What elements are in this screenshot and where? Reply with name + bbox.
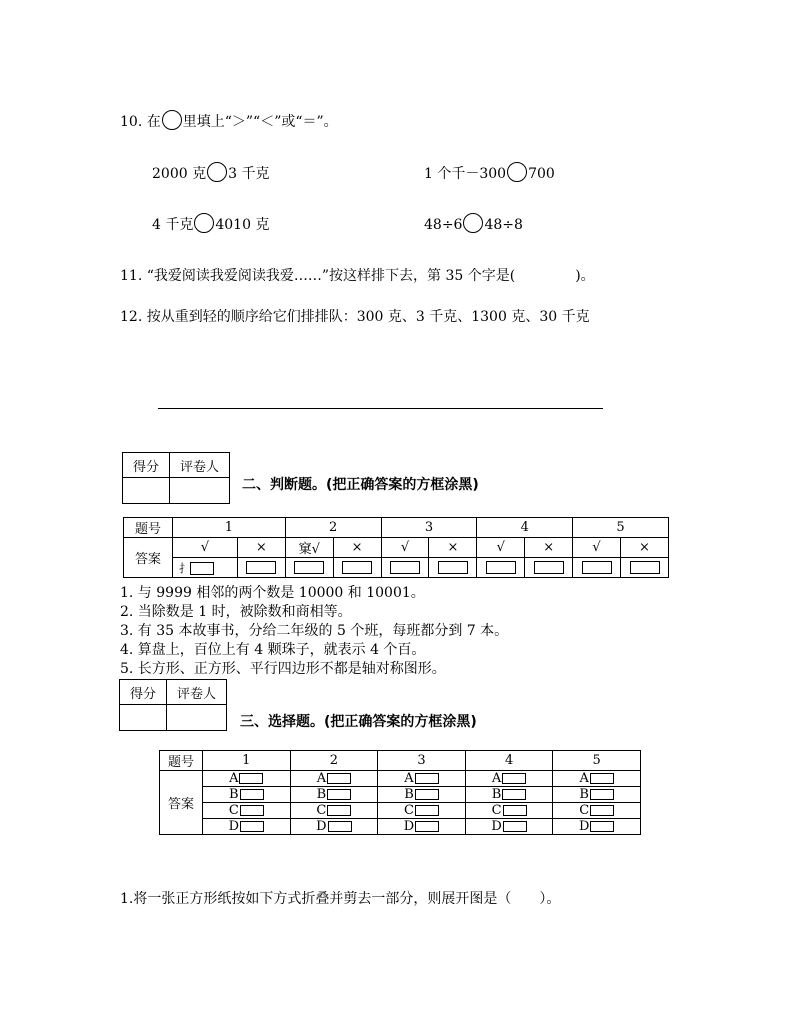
- q11-end: )。: [575, 268, 595, 284]
- q-fold-text: 1.将一张正方形纸按如下方式折叠并剪去一部分，则展开图是（: [120, 891, 512, 907]
- option-letter: B: [404, 787, 414, 802]
- option-d: [290, 819, 378, 835]
- option-d: [378, 819, 466, 835]
- mark-true: √: [173, 538, 238, 558]
- qnum-label: 题号: [160, 751, 203, 771]
- statement-1: 1. 与 9999 相邻的两个数是 10000 和 10001。: [120, 585, 425, 601]
- option-box[interactable]: [240, 789, 264, 800]
- item-right: 4010 克: [215, 217, 270, 233]
- choice-answer-table: [159, 750, 641, 835]
- option-letter: D: [491, 819, 502, 834]
- q11: [120, 265, 595, 285]
- option-letter: B: [316, 787, 327, 802]
- option-box[interactable]: [503, 805, 527, 816]
- section2-title: 二、判断题。(把正确答案的方框涂黑): [242, 477, 479, 493]
- answer-box-cell: [381, 558, 429, 578]
- mark-true: 窠√: [285, 538, 333, 558]
- answer-box[interactable]: [294, 561, 324, 574]
- option-letter: A: [491, 771, 502, 786]
- answer-box-cell: [333, 558, 381, 578]
- q10-suffix: 里填上“＞”“＜”或“＝”。: [182, 114, 338, 130]
- statement-4: 4. 算盘上，百位上有 4 颗珠子，就表示 4 个百。: [120, 642, 426, 658]
- option-box[interactable]: [327, 773, 351, 784]
- option-box[interactable]: [240, 821, 264, 832]
- grader-label: 评卷人: [167, 680, 227, 705]
- option-box[interactable]: [590, 773, 614, 784]
- option-a: [553, 771, 641, 787]
- answer-box[interactable]: [630, 561, 660, 574]
- item-left: 4 千克: [152, 217, 194, 233]
- option-letter: B: [579, 787, 589, 802]
- q10-instruction: [120, 110, 338, 131]
- answer-box[interactable]: [438, 561, 468, 574]
- qnum-label: 题号: [124, 518, 173, 538]
- answer-circle[interactable]: [463, 213, 483, 233]
- option-box[interactable]: [327, 805, 351, 816]
- qnum: 5: [573, 518, 669, 538]
- option-b: [553, 787, 641, 803]
- item-left: 1 个千－300: [424, 166, 507, 182]
- answer-box-cell: [237, 558, 285, 578]
- option-box[interactable]: [502, 789, 526, 800]
- score-cell[interactable]: [120, 705, 167, 731]
- option-letter: A: [316, 771, 327, 786]
- option-letter: C: [491, 803, 502, 818]
- statement-5: 5. 长方形、正方形、平行四边形不都是轴对称图形。: [120, 661, 446, 677]
- option-letter: D: [228, 819, 240, 834]
- compare-circle: [162, 110, 182, 130]
- qnum: 1: [203, 751, 291, 771]
- qnum: 4: [477, 518, 573, 538]
- score-cell[interactable]: [123, 478, 170, 504]
- item-left: 48÷6: [424, 217, 463, 233]
- q10-item-4: [424, 213, 523, 233]
- item-right: 3 千克: [228, 166, 270, 182]
- option-c: [290, 803, 378, 819]
- answer-box-cell: [173, 558, 238, 578]
- option-box[interactable]: [502, 773, 526, 784]
- answer-box[interactable]: [342, 561, 372, 574]
- qnum: 1: [173, 518, 286, 538]
- option-letter: A: [229, 771, 239, 786]
- option-box[interactable]: [415, 805, 439, 816]
- option-letter: C: [316, 803, 327, 818]
- judgment-answer-table: [123, 517, 669, 578]
- option-a: [378, 771, 466, 787]
- option-d: [553, 819, 641, 835]
- answer-box[interactable]: [390, 561, 420, 574]
- item-right: 48÷8: [484, 217, 523, 233]
- option-d: [465, 819, 553, 835]
- option-box[interactable]: [590, 789, 614, 800]
- item-right: 700: [528, 166, 555, 182]
- mark-false: ×: [237, 538, 285, 558]
- option-letter: C: [404, 803, 414, 818]
- option-box[interactable]: [327, 789, 351, 800]
- option-c: [378, 803, 466, 819]
- q-fold-end: ）。: [539, 891, 561, 907]
- qnum: 2: [290, 751, 378, 771]
- option-letter: D: [578, 819, 590, 834]
- option-box[interactable]: [415, 773, 439, 784]
- q11-text: 11. “我爱阅读我爱阅读我爱……”按这样排下去，第 35 个字是(: [120, 268, 516, 284]
- option-b: [290, 787, 378, 803]
- q10-item-3: [152, 213, 269, 234]
- option-letter: A: [404, 771, 414, 786]
- mark-true: √: [381, 538, 429, 558]
- score-label: 得分: [120, 680, 167, 705]
- answer-circle[interactable]: [207, 162, 227, 182]
- statement-2: 2. 当除数是 1 时，被除数和商相等。: [120, 604, 352, 620]
- option-b: [378, 787, 466, 803]
- answer-box[interactable]: [486, 561, 516, 574]
- option-box[interactable]: [590, 805, 614, 816]
- option-c: [203, 803, 291, 819]
- option-a: [465, 771, 553, 787]
- mark-false: ×: [333, 538, 381, 558]
- answer-box[interactable]: [534, 561, 564, 574]
- option-c: [465, 803, 553, 819]
- option-box[interactable]: [415, 789, 439, 800]
- score-box-section3: [119, 679, 227, 731]
- option-letter: D: [403, 819, 415, 834]
- option-letter: A: [579, 771, 589, 786]
- option-box[interactable]: [415, 821, 439, 832]
- option-b: [203, 787, 291, 803]
- mark-false: ×: [621, 538, 669, 558]
- stray-mark: 扌: [179, 561, 190, 575]
- grader-cell[interactable]: [167, 705, 227, 731]
- option-a: [290, 771, 378, 787]
- q-fold-paper: [120, 888, 560, 908]
- option-letter: B: [491, 787, 502, 802]
- option-d: [203, 819, 291, 835]
- q12-answer-line[interactable]: [158, 408, 603, 409]
- qnum: 2: [285, 518, 381, 538]
- qnum: 3: [378, 751, 466, 771]
- option-letter: B: [229, 787, 239, 802]
- answer-box-cell: [429, 558, 477, 578]
- q10-item-1: [152, 162, 269, 183]
- mark-true: √: [477, 538, 525, 558]
- answer-circle[interactable]: [507, 162, 527, 182]
- mark-false: ×: [525, 538, 573, 558]
- qnum: 5: [553, 751, 641, 771]
- answer-box-cell: [525, 558, 573, 578]
- option-box[interactable]: [239, 773, 263, 784]
- qnum: 4: [465, 751, 553, 771]
- q12: 12. 按从重到轻的顺序给它们排排队：300 克、3 千克、1300 克、30 千克: [120, 309, 590, 325]
- option-letter: C: [579, 803, 590, 818]
- option-letter: D: [316, 819, 327, 834]
- qnum: 3: [381, 518, 477, 538]
- section3-title: 三、选择题。(把正确答案的方框涂黑): [240, 714, 477, 730]
- q10-item-2: [424, 162, 555, 183]
- grader-cell[interactable]: [170, 478, 230, 504]
- score-box-section2: [122, 452, 230, 504]
- answer-box-cell: [477, 558, 525, 578]
- option-b: [465, 787, 553, 803]
- option-box[interactable]: [590, 821, 614, 832]
- answer-box[interactable]: [582, 561, 612, 574]
- answer-box[interactable]: [246, 561, 276, 574]
- option-a: [203, 771, 291, 787]
- mark-false: ×: [429, 538, 477, 558]
- answer-label: 答案: [160, 771, 203, 835]
- q10-prefix: 10. 在: [120, 114, 161, 130]
- item-left: 2000 克: [152, 166, 207, 182]
- answer-circle[interactable]: [194, 213, 214, 233]
- answer-box[interactable]: [190, 562, 214, 575]
- score-label: 得分: [123, 453, 170, 478]
- answer-box-cell: [285, 558, 333, 578]
- answer-box-cell: [621, 558, 669, 578]
- grader-label: 评卷人: [170, 453, 230, 478]
- option-c: [553, 803, 641, 819]
- option-box[interactable]: [328, 821, 352, 832]
- option-box[interactable]: [240, 805, 264, 816]
- statement-3: 3. 有 35 本故事书，分给二年级的 5 个班，每班都分到 7 本。: [120, 623, 509, 639]
- answer-box-cell: [573, 558, 621, 578]
- mark-true: √: [573, 538, 621, 558]
- option-letter: C: [228, 803, 239, 818]
- answer-label: 答案: [124, 538, 173, 578]
- option-box[interactable]: [503, 821, 527, 832]
